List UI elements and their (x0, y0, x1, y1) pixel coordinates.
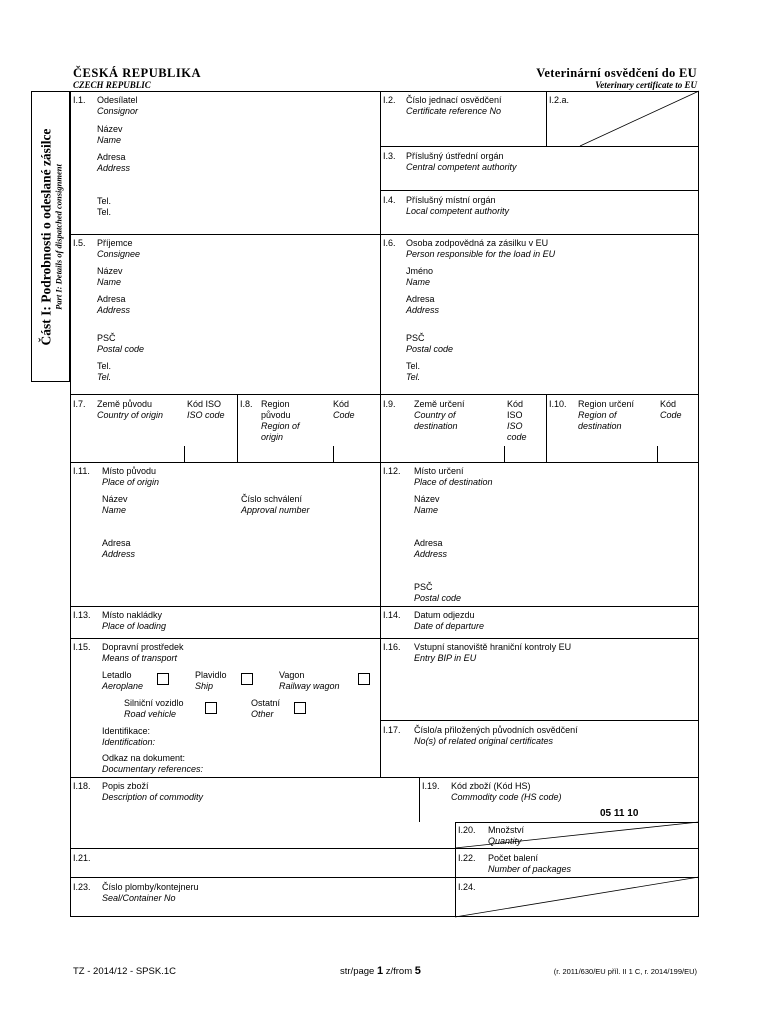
region-origin-code-label: Kód (333, 399, 350, 409)
country-title: ČESKÁ REPUBLIKA (73, 66, 202, 80)
responsible-name-label-en: Name (406, 277, 431, 287)
field-num-i17: I.17. (383, 725, 401, 735)
field-num-i20: I.20. (458, 825, 476, 835)
place-destination-label: Místo určení (414, 466, 464, 476)
consignee-postal-label: PSČ (97, 333, 116, 343)
packages-label: Počet balení (488, 853, 539, 863)
destination-address-label-en: Address (414, 549, 448, 559)
region-destination-label: Region určení (578, 399, 635, 409)
field-num-i4: I.4. (383, 195, 396, 205)
consignee-label-en: Consignee (97, 249, 141, 259)
destination-postal-label: PSČ (414, 582, 433, 592)
field-num-i24: I.24. (458, 882, 476, 892)
consignee-postal-label-en: Postal code (97, 344, 145, 354)
certificate-ref-label: Číslo jednací osvědčení (406, 95, 502, 105)
central-authority-label-en: Central competent authority (406, 162, 517, 172)
consignee-label: Příjemce (97, 238, 133, 248)
place-loading-label: Místo nakládky (102, 610, 163, 620)
related-certs-label-en: No(s) of related original certificates (414, 736, 554, 746)
footer-page-indicator (340, 965, 421, 977)
date-departure-label: Datum odjezdu (414, 610, 475, 620)
responsible-postal-label: PSČ (406, 333, 425, 343)
country-title-en: CZECH REPUBLIC (73, 80, 151, 90)
place-loading-label-en: Place of loading (102, 621, 167, 631)
region-destination-code-label: Kód (660, 399, 677, 409)
railway-checkbox[interactable] (358, 673, 370, 685)
destination-code-label-en-2: code (507, 432, 527, 442)
approval-number-label: Číslo schválení (241, 494, 303, 504)
entry-bip-label-en: Entry BIP in EU (414, 653, 477, 663)
road-vehicle-label-en: Road vehicle (124, 709, 177, 719)
responsible-tel-label-en: Tel. (406, 372, 421, 382)
ship-label-en: Ship (195, 681, 214, 691)
consignor-label-en: Consignor (97, 106, 139, 116)
local-authority-label: Příslušný místní orgán (406, 195, 496, 205)
field-num-i8: I.8. (240, 399, 253, 409)
field-num-i21: I.21. (73, 853, 91, 863)
field-num-i23: I.23. (73, 882, 91, 892)
identification-label: Identifikace: (102, 726, 151, 736)
packages-label-en: Number of packages (488, 864, 572, 874)
ship-checkbox[interactable] (241, 673, 253, 685)
commodity-code-label-en: Commodity code (HS code) (451, 792, 562, 802)
destination-code-label-2: ISO (507, 410, 523, 420)
commodity-code-label: Kód zboží (Kód HS) (451, 781, 531, 791)
responsible-person-label-en: Person responsible for the load in EU (406, 249, 556, 259)
commodity-code-value: 05 11 10 (600, 808, 639, 819)
local-authority-label-en: Local competent authority (406, 206, 510, 216)
destination-postal-label-en: Postal code (414, 593, 462, 603)
side-label-main: Část I: Podrobnosti o odeslané zásilce (38, 128, 53, 345)
consignee-address-label-en: Address (97, 305, 131, 315)
region-origin-label-2: původu (261, 410, 291, 420)
documentary-ref-label-en: Documentary references: (102, 764, 204, 774)
region-origin-code-label-en: Code (333, 410, 355, 420)
responsible-tel-label: Tel. (406, 361, 421, 371)
document-title-en: Veterinary certificate to EU (595, 80, 697, 90)
railway-label: Vagon (279, 670, 305, 680)
responsible-name-label: Jméno (406, 266, 434, 276)
consignee-address-label: Adresa (97, 294, 126, 304)
destination-address-label: Adresa (414, 538, 443, 548)
place-destination-label-en: Place of destination (414, 477, 493, 487)
field-num-i1: I.1. (73, 95, 86, 105)
responsible-address-label-en: Address (406, 305, 440, 315)
consignee-name-label-en: Name (97, 277, 122, 287)
destination-code-label-en: ISO (507, 421, 523, 431)
field-num-i3: I.3. (383, 151, 396, 161)
country-destination-label-en-2: destination (414, 421, 458, 431)
consignor-address-label: Adresa (97, 152, 126, 162)
page-prefix: str/page (340, 966, 375, 977)
field-num-i12: I.12. (383, 466, 401, 476)
other-transport-checkbox[interactable] (294, 702, 306, 714)
related-certs-label: Číslo/a přiložených původních osvědčení (414, 725, 578, 735)
means-transport-label: Dopravní prostředek (102, 642, 184, 652)
field-num-i6: I.6. (383, 238, 396, 248)
destination-code-label: Kód (507, 399, 524, 409)
origin-address-label: Adresa (102, 538, 131, 548)
consignee-tel-label-en: Tel. (97, 372, 112, 382)
side-label-sub: Part I: Details of dispatched consignment (53, 163, 63, 310)
other-transport-label-en: Other (251, 709, 274, 719)
field-num-i7: I.7. (73, 399, 86, 409)
place-origin-label-en: Place of origin (102, 477, 160, 487)
seal-container-label-en: Seal/Container No (102, 893, 176, 903)
page-mid: z/from (385, 966, 413, 977)
origin-name-label: Název (102, 494, 128, 504)
document-title: Veterinární osvědčení do EU (536, 66, 697, 80)
footer-legal-reference: (r. 2011/630/EU příl. II 1 C, r. 2014/199/EU) (553, 967, 697, 976)
field-num-i15: I.15. (73, 642, 91, 652)
road-vehicle-label: Silniční vozidlo (124, 698, 184, 708)
field-num-i10: I.10. (549, 399, 567, 409)
region-origin-label-en: Region of (261, 421, 300, 431)
aeroplane-checkbox[interactable] (157, 673, 169, 685)
consignor-tel-label-en: Tel. (97, 207, 112, 217)
field-num-i11: I.11. (73, 466, 90, 476)
country-origin-label: Země původu (97, 399, 153, 409)
documentary-ref-label: Odkaz na dokument: (102, 753, 186, 763)
responsible-postal-label-en: Postal code (406, 344, 454, 354)
place-origin-label: Místo původu (102, 466, 157, 476)
railway-label-en: Railway wagon (279, 681, 340, 691)
field-num-i22: I.22. (458, 853, 476, 863)
country-destination-label-en: Country of (414, 410, 456, 420)
region-origin-label-en-2: origin (261, 432, 284, 442)
footer-doc-code: TZ - 2014/12 - SPSK.1C (73, 966, 176, 977)
road-vehicle-checkbox[interactable] (205, 702, 217, 714)
date-departure-label-en: Date of departure (414, 621, 485, 631)
means-transport-label-en: Means of transport (102, 653, 178, 663)
region-destination-label-en: Region of (578, 410, 617, 420)
ship-label: Plavidlo (195, 670, 227, 680)
entry-bip-label: Vstupní stanoviště hraniční kontroly EU (414, 642, 572, 652)
commodity-description-label: Popis zboží (102, 781, 149, 791)
region-origin-label: Region (261, 399, 290, 409)
certificate-ref-label-en: Certificate reference No (406, 106, 502, 116)
field-num-i19: I.19. (422, 781, 440, 791)
seal-container-label: Číslo plomby/kontejneru (102, 882, 199, 892)
identification-label-en: Identification: (102, 737, 156, 747)
destination-name-label: Název (414, 494, 440, 504)
destination-name-label-en: Name (414, 505, 439, 515)
field-num-i2a: I.2.a. (549, 95, 570, 105)
consignee-name-label: Název (97, 266, 123, 276)
field-num-i18: I.18. (73, 781, 91, 791)
field-num-i5: I.5. (73, 238, 86, 248)
aeroplane-label: Letadlo (102, 670, 132, 680)
origin-iso-label-en: ISO code (187, 410, 225, 420)
origin-iso-label: Kód ISO (187, 399, 222, 409)
region-destination-code-label-en: Code (660, 410, 682, 420)
responsible-person-label: Osoba zodpovědná za zásilku v EU (406, 238, 549, 248)
aeroplane-label-en: Aeroplane (102, 681, 144, 691)
consignor-name-label: Název (97, 124, 123, 134)
country-destination-label: Země určení (414, 399, 465, 409)
field-num-i2: I.2. (383, 95, 396, 105)
consignor-name-label-en: Name (97, 135, 122, 145)
origin-name-label-en: Name (102, 505, 127, 515)
approval-number-label-en: Approval number (241, 505, 310, 515)
central-authority-label: Příslušný ústřední orgán (406, 151, 504, 161)
quantity-label: Množství (488, 825, 525, 835)
field-num-i13: I.13. (73, 610, 91, 620)
responsible-address-label: Adresa (406, 294, 435, 304)
field-num-i9: I.9. (383, 399, 396, 409)
consignor-tel-label: Tel. (97, 196, 112, 206)
region-destination-label-en-2: destination (578, 421, 622, 431)
page-total: 5 (414, 965, 421, 977)
quantity-label-en: Quantity (488, 836, 522, 846)
origin-address-label-en: Address (102, 549, 136, 559)
consignor-label: Odesílatel (97, 95, 138, 105)
page-number: 1 (376, 965, 384, 977)
country-origin-label-en: Country of origin (97, 410, 164, 420)
consignor-address-label-en: Address (97, 163, 131, 173)
commodity-description-label-en: Description of commodity (102, 792, 204, 802)
field-num-i14: I.14. (383, 610, 401, 620)
other-transport-label: Ostatní (251, 698, 281, 708)
consignee-tel-label: Tel. (97, 361, 112, 371)
field-num-i16: I.16. (383, 642, 401, 652)
